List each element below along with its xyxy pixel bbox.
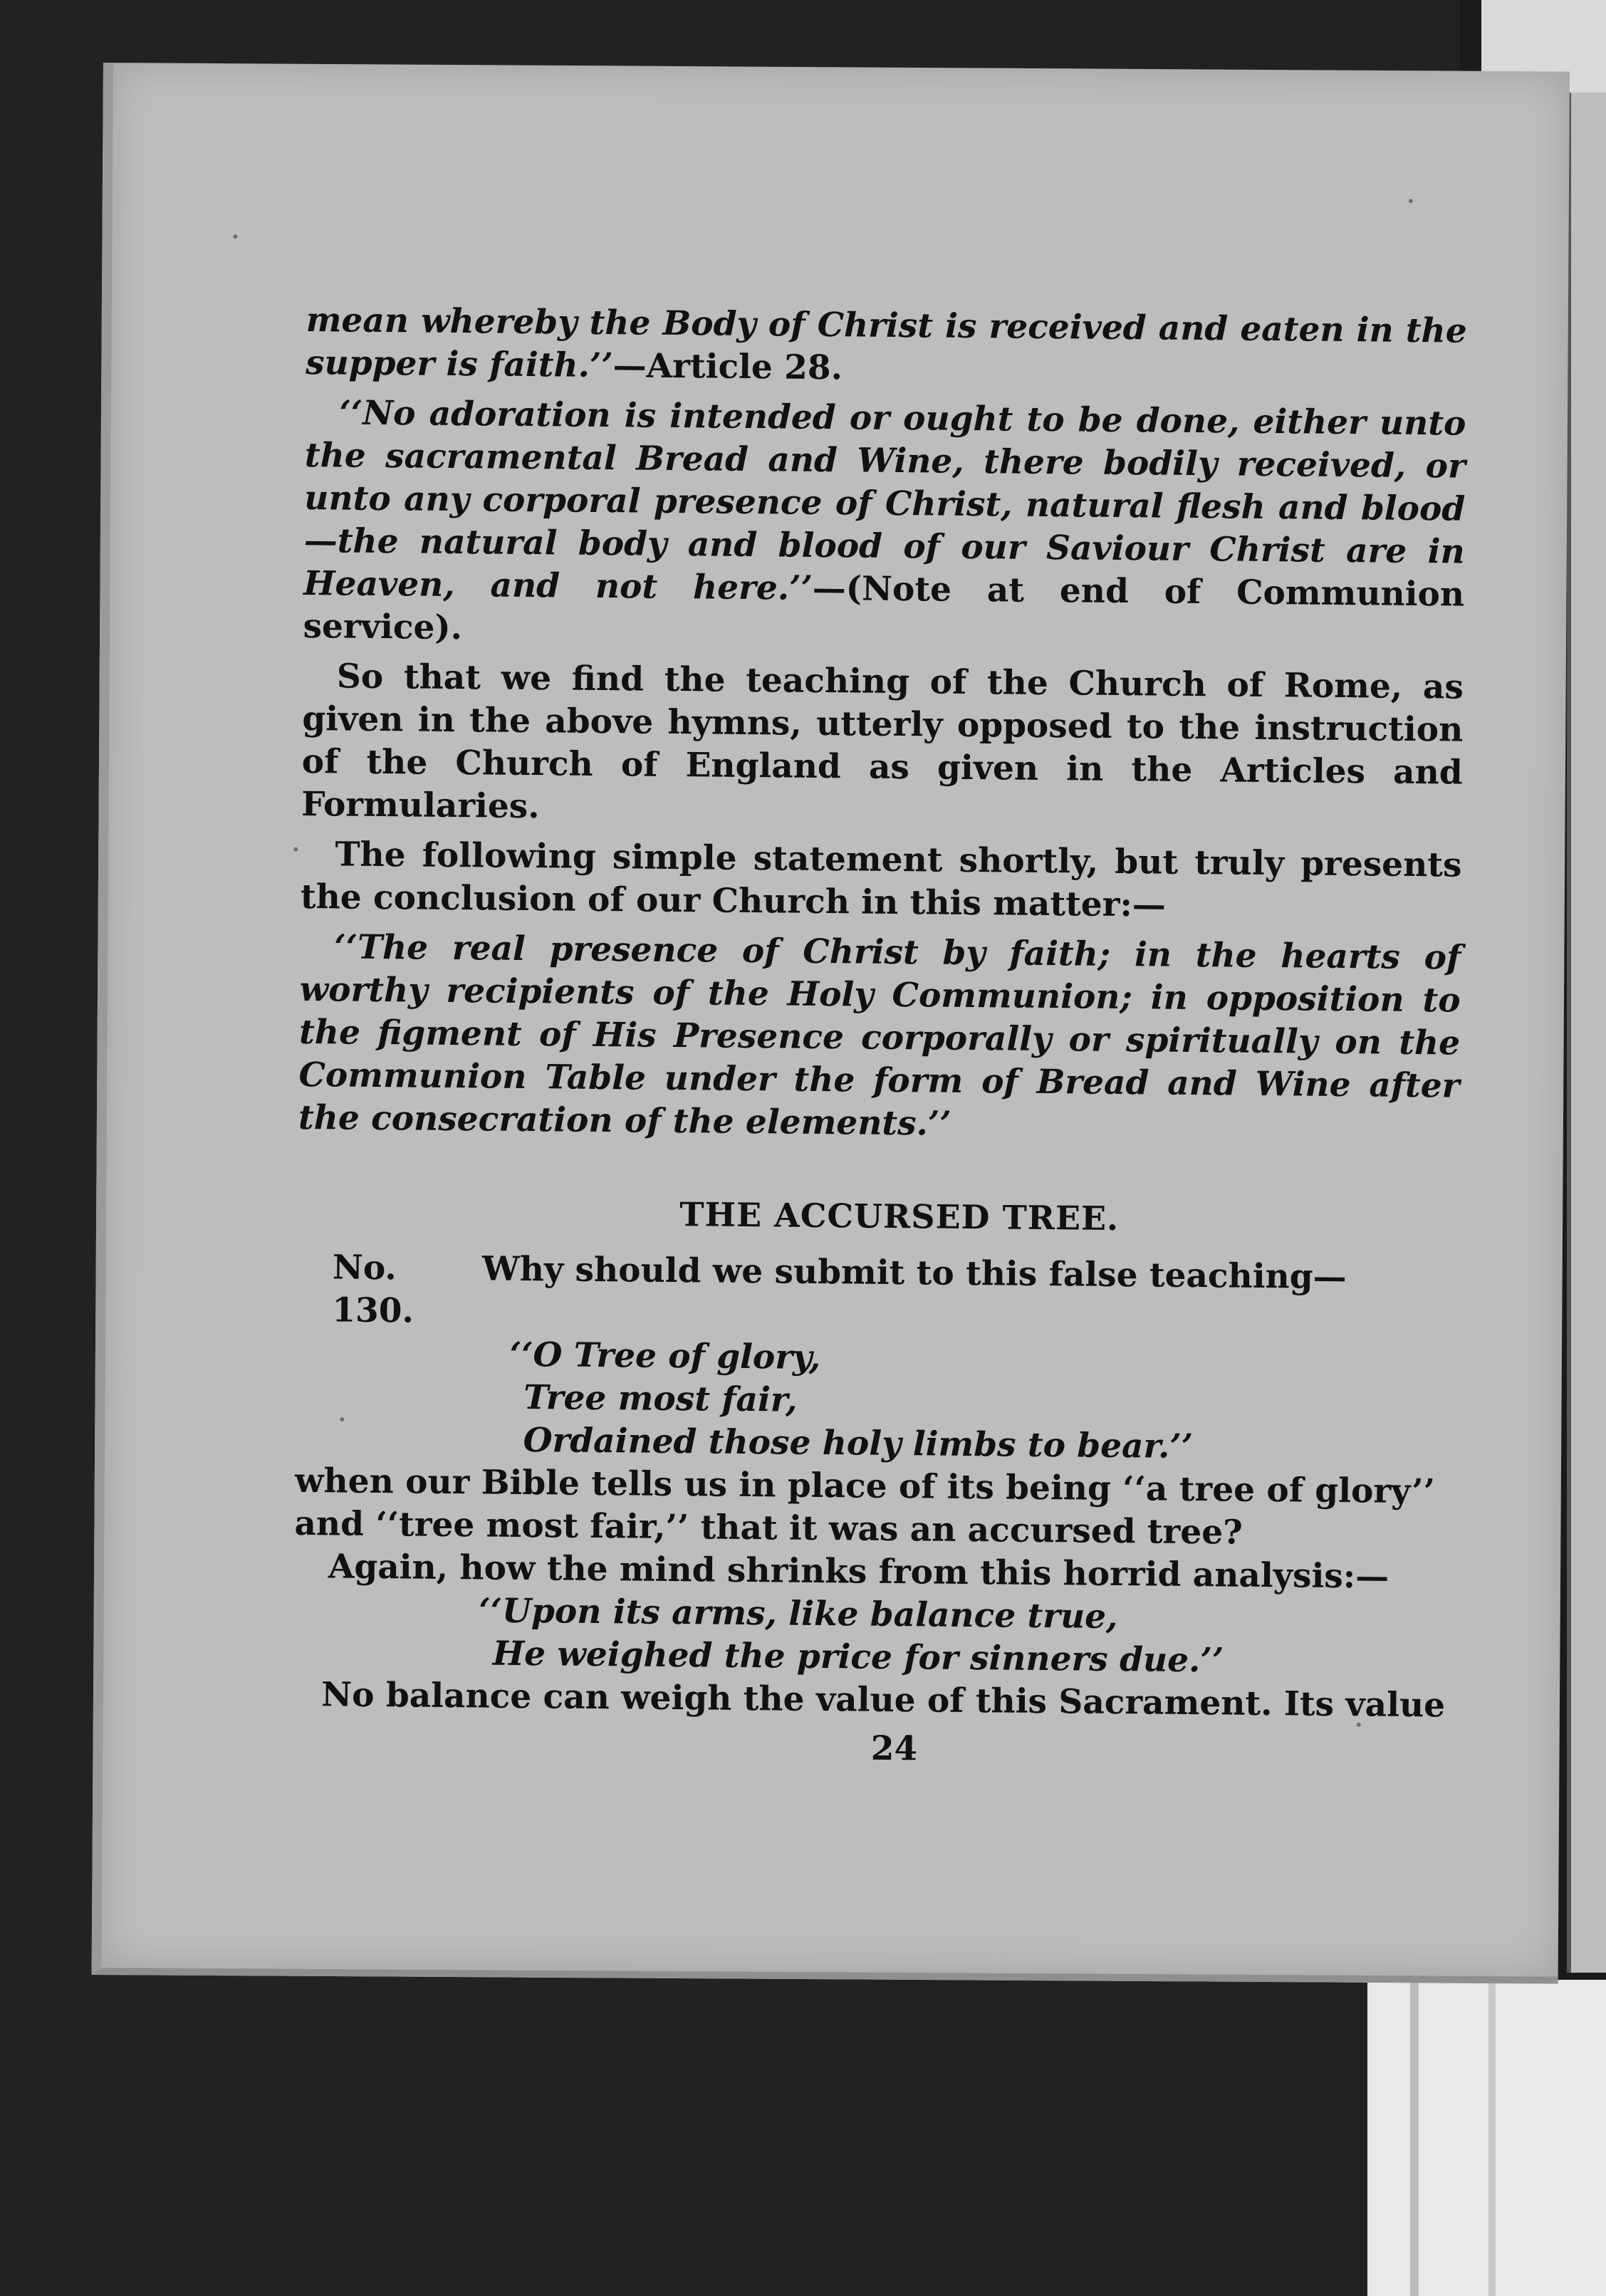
no-adoration-citation: —(Note at end of Communion service). [303, 568, 1465, 648]
scan-right-bottom-light-area [1367, 1980, 1606, 2296]
page-number: 24 [870, 1728, 918, 1769]
paragraph-no-adoration [303, 392, 1466, 659]
paper-speck [1409, 199, 1413, 203]
question-text: Why should we submit to this false teaching— [481, 1249, 1347, 1298]
section-heading: THE ACCURSED TREE. [679, 1195, 1120, 1238]
paragraph-simple-statement: The following simple statement shortly, but truly presents the conclusion of our Church in this matter:— [300, 835, 1462, 925]
paper-speck [233, 234, 237, 239]
numbered-question [296, 1246, 1458, 1343]
verse-line: Tree most fair, [523, 1378, 798, 1420]
no-adoration-quote: ‘‘No adoration is intended or ought to be done, either unto the sacramental Bread and Wine, there bodily received, or unto any corporal presence of Christ, natural flesh and blood—the natural body and blood of our Saviour Christ are in Heaven, and not here.’’ [303, 393, 1466, 608]
paragraph-article-28 [306, 299, 1467, 396]
verse-line: ‘‘Upon its arms, like balance true, [479, 1591, 1118, 1637]
paragraph-real-presence: ‘‘The real presence of Christ by faith; in the hearts of worthy recipients of the Holy Communion; in opposition to the figment of His Presence corporally or spiritually on the Communion Table under the form of Bread and Wine after the consecration of the elements.’’ [298, 927, 1461, 1144]
page-text [292, 299, 1467, 1776]
article-28-citation: —Article 28. [612, 346, 843, 388]
verse-line: He weighed the price for sinners due.’’ [492, 1634, 1224, 1681]
article-28-quote: mean whereby the Body of Christ is received and eaten in the supper is faith.’’ [305, 300, 1467, 386]
paragraph-no-balance: No balance can weigh the value of this Sacrament. Its value [320, 1675, 1446, 1726]
verse-line: Ordained those holy limbs to bear.’’ [523, 1420, 1194, 1467]
paper-speck [293, 847, 298, 852]
question-number: No. 130. [332, 1248, 414, 1331]
paragraph-church-of-rome: So that we find the teaching of the Church of Rome, as given in the above hymns, utterly opposed to the instruction of the Church of England as given in the Articles and Formularies. [301, 657, 1464, 827]
verse-line: ‘‘O Tree of glory, [509, 1335, 821, 1377]
paragraph-accursed-tree: when our Bible tells us in place of its being ‘‘a tree of glory’’ and ‘‘tree most fair,’’ that it was an accursed tree? [294, 1461, 1436, 1553]
paragraph-horrid-analysis: Again, how the mind shrinks from this horrid analysis:— [328, 1547, 1389, 1597]
adjacent-page-edge [1567, 93, 1606, 1973]
